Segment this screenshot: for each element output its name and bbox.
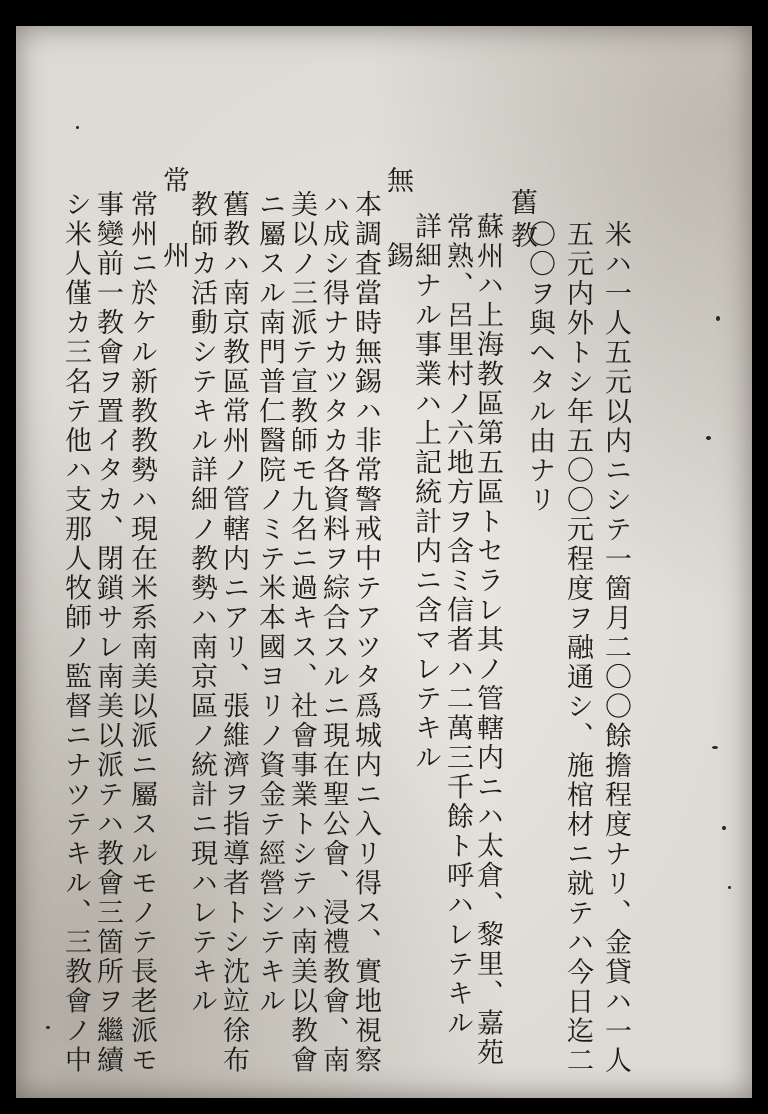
- text-column-11: 舊教ハ南京教區常州ノ管轄内ニアリ、張維濟ヲ指導者トシ沈竝徐布: [218, 190, 249, 1075]
- text-column-4: 蘇州ハ上海教區第五區トセラレ其ノ管轄内ニハ太倉、黎里、嘉苑: [472, 212, 503, 1068]
- ink-speck: [46, 1026, 50, 1029]
- ink-speck: [722, 826, 726, 830]
- text-column-5: 常熟、呂里村ノ六地方ヲ含ミ信者ハ二萬三千餘ト呼ハレテキル: [442, 212, 473, 1038]
- text-column-9: 美以ノ三派テ宣教師モ九名ニ過キス、社會事業トシテハ南美以教會: [286, 190, 317, 1075]
- ink-speck: [728, 886, 731, 889]
- text-column-10: ニ屬スル南門普仁醫院ノミテ米本國ヨリノ資金テ經營シテキル: [254, 190, 285, 1016]
- text-column-8: ハ成シ得ナカツタカ各資料ヲ綜合スルニ現在聖公會、浸禮教會、南: [318, 190, 349, 1075]
- section-heading-wuxi: 無錫: [382, 166, 413, 316]
- text-column-14: 事變前一教會ヲ置イタカ、閉鎖サレ南美以派テハ教會三箇所ヲ繼續: [92, 190, 123, 1075]
- text-column-6: 詳細ナル事業ハ上記統計内ニ含マレテキル: [410, 212, 441, 773]
- section-heading-old-church: 舊教: [506, 188, 537, 254]
- ink-speck: [706, 436, 711, 440]
- ink-speck: [76, 126, 79, 129]
- section-heading-changzhou: 常州: [158, 166, 189, 316]
- text-column-1: 米ハ一人五元以内ニシテ一箇月二〇〇餘擔程度ナリ、金貸ハ一人: [600, 220, 631, 1076]
- text-column-7: 本調査當時無錫ハ非常警戒中テアツタ爲城内ニ入リ得ス、實地視察: [350, 190, 381, 1075]
- text-column-2: 五元内外トシ年五〇〇元程度ヲ融通シ、施棺材ニ就テハ今日迄二: [562, 220, 593, 1076]
- text-column-13: 常州ニ於ケル新教教勢ハ現在米系南美以派ニ屬スルモノテ長老派モ: [126, 190, 157, 1075]
- document-page: [16, 26, 752, 1098]
- text-column-12: 教師カ活動シテキル詳細ノ教勢ハ南京區ノ統計ニ現ハレテキル: [186, 190, 217, 1016]
- text-column-3: 〇〇ヲ與ヘタル由ナリ: [524, 220, 555, 515]
- ink-speck: [712, 746, 718, 749]
- ink-speck: [716, 316, 720, 321]
- text-column-15: シ米人僅カ三名テ他ハ支那人牧師ノ監督ニナツテキル、三教會ノ中: [60, 190, 91, 1075]
